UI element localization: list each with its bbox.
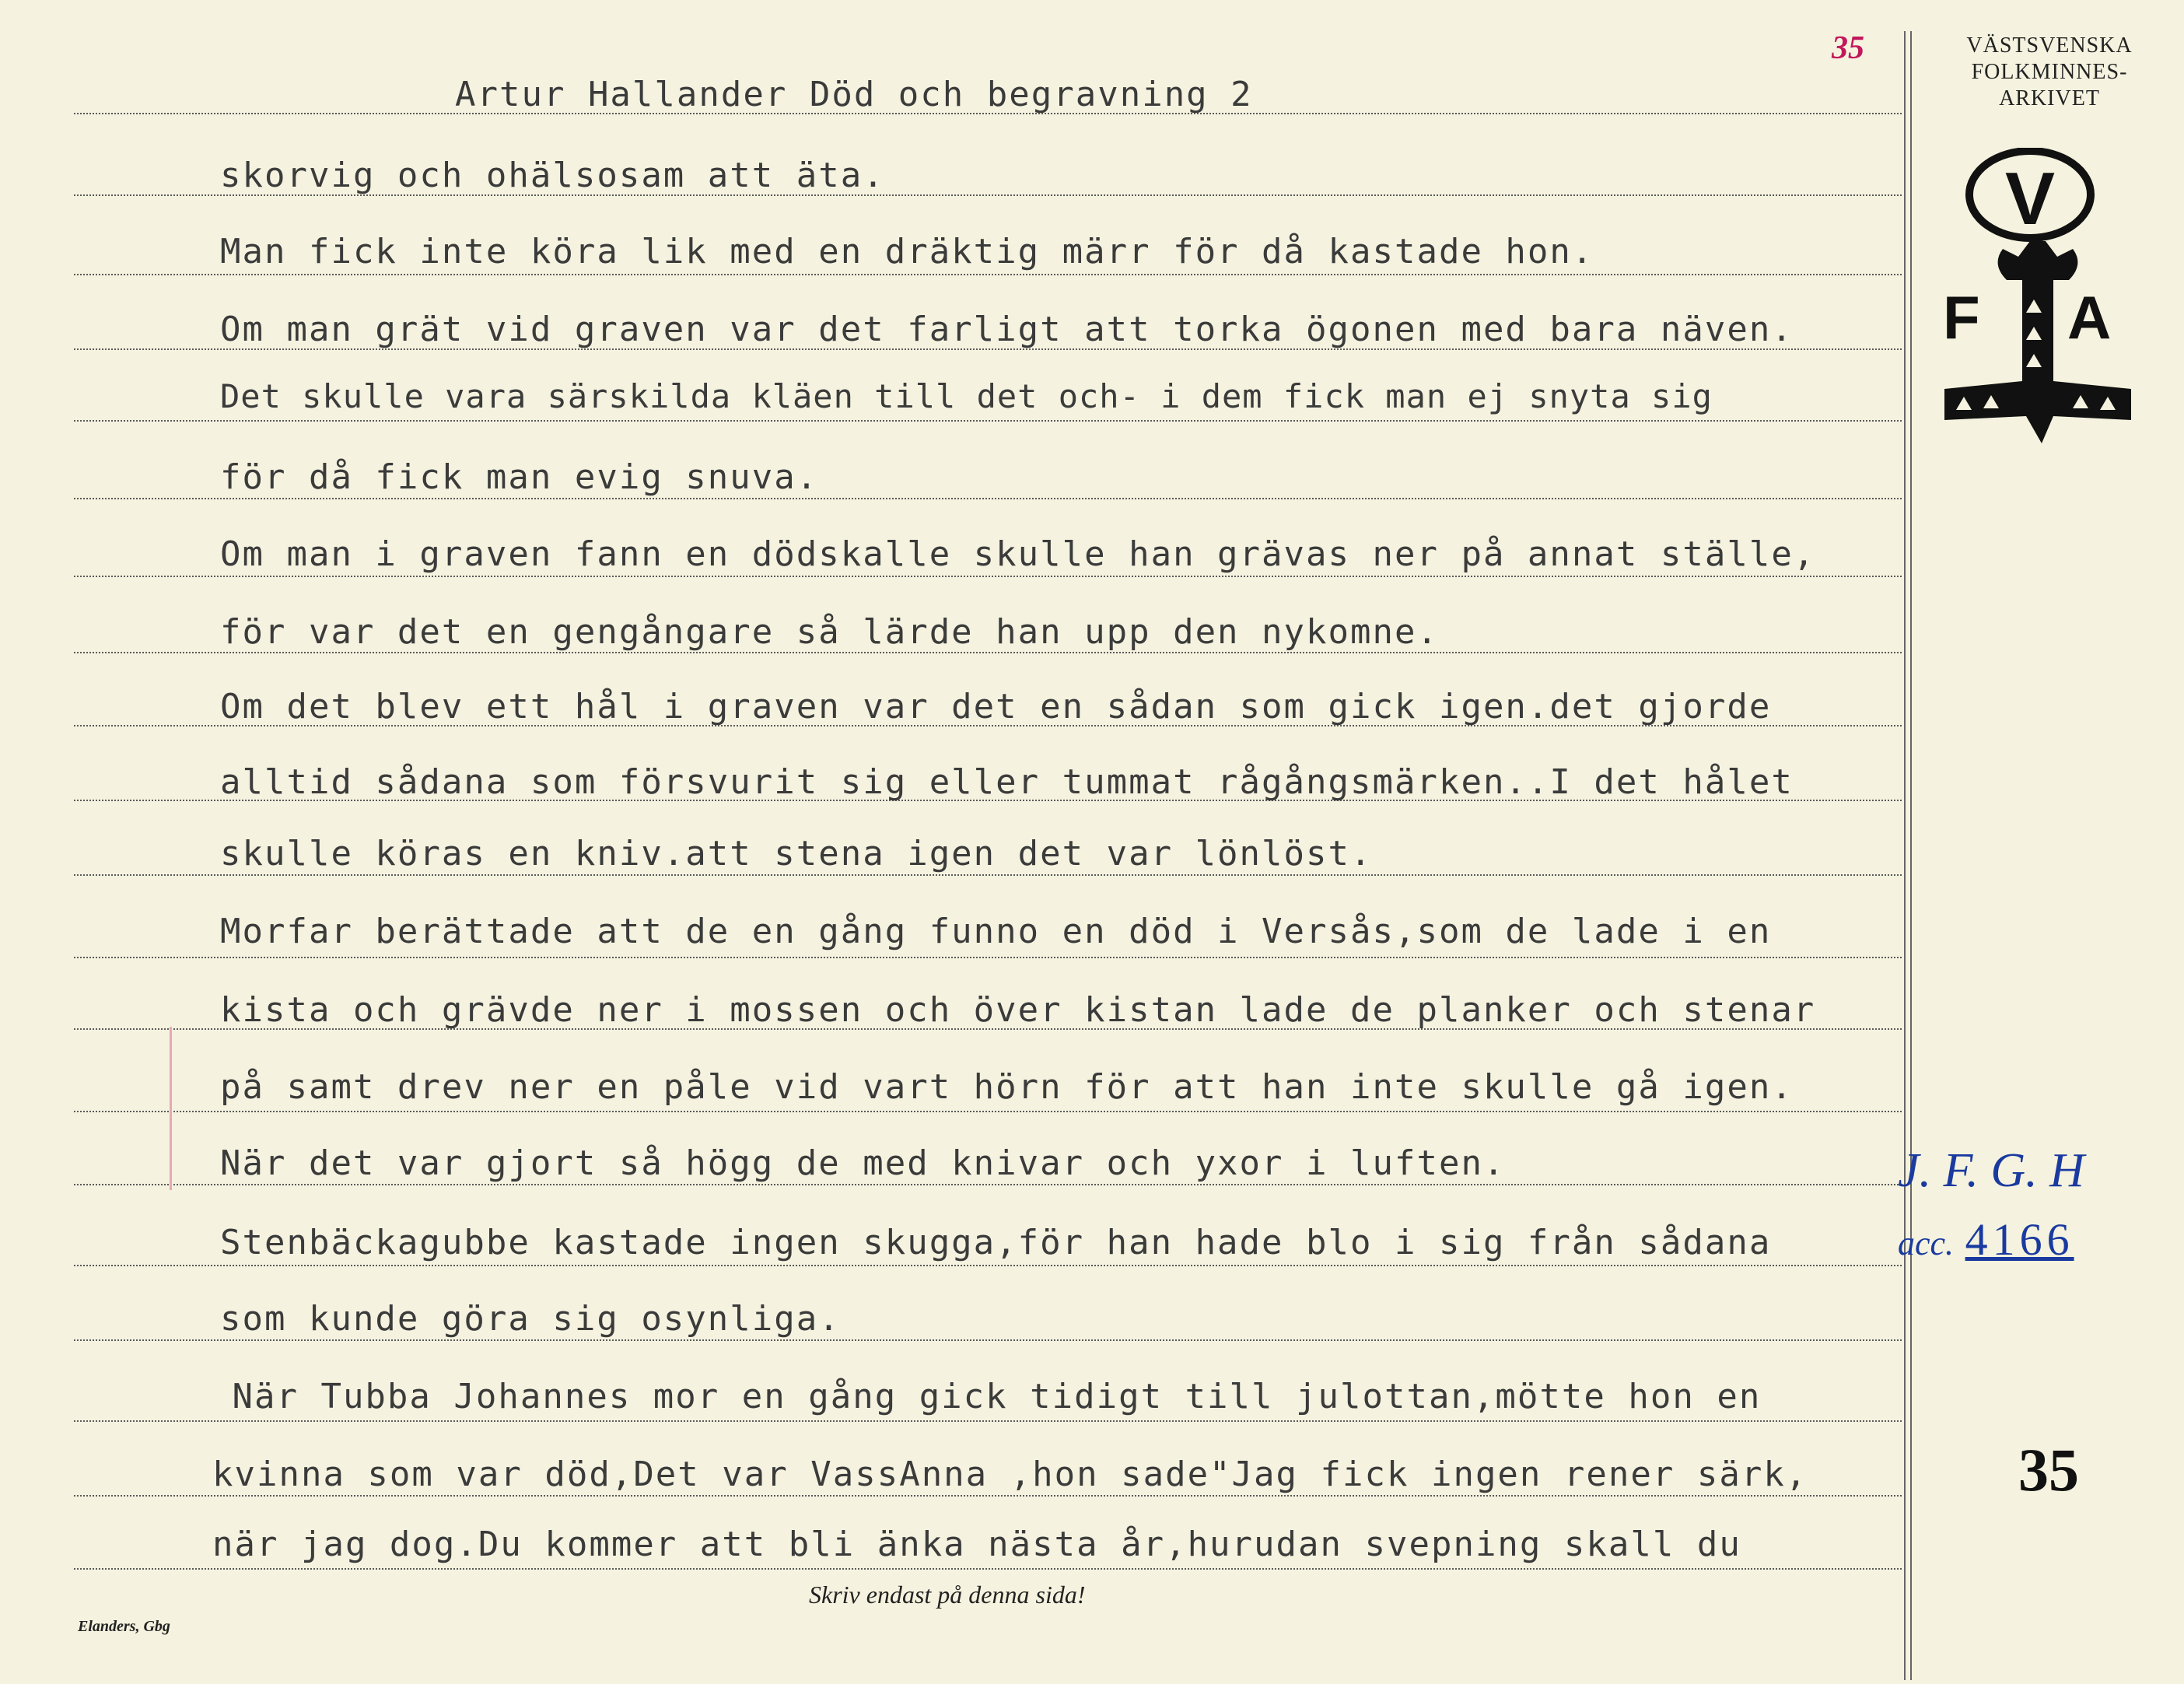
archive-name (1921, 33, 2178, 112)
text-line: kista och grävde ner i mossen och över kistan lade de planker och stenar (220, 990, 1816, 1030)
ruled-line (74, 1184, 1902, 1185)
text-line: skorvig och ohälsosam att äta. (220, 156, 885, 195)
text-line: Om man i graven fann en dödskalle skulle han grävas ner på annat ställe, (220, 534, 1816, 574)
text-line: när jag dog.Du kommer att bli änka nästa år,hurudan svepning skall du (212, 1525, 1741, 1564)
text-line: kvinna som var död,Det var VassAnna ,hon sade"Jag fick ingen rener särk, (212, 1455, 1808, 1494)
archive-name-line: ARKIVET (1999, 86, 2100, 110)
ruled-line (74, 576, 1902, 577)
text-line: När Tubba Johannes mor en gång gick tidigt till julottan,mötte hon en (210, 1377, 1762, 1416)
text-line: Man fick inte köra lik med en dräktig märr för då kastade hon. (220, 232, 1594, 271)
ruled-line (74, 1568, 1902, 1570)
ruled-line (74, 1265, 1902, 1266)
ruled-line (74, 1495, 1902, 1497)
accession-prefix: acc. (1898, 1224, 1955, 1262)
logo-letter: A (2067, 283, 2112, 352)
ruled-line (74, 1111, 1902, 1112)
ruled-line (74, 420, 1902, 422)
ruled-line (74, 274, 1902, 275)
text-line: När det var gjort så högg de med knivar och yxor i luften. (220, 1143, 1506, 1183)
archive-name-line: FOLKMINNES- (1971, 60, 2128, 84)
printer-mark: Elanders, Gbg (78, 1618, 170, 1635)
ruled-line (74, 1339, 1902, 1341)
stamp-number: 35 (1832, 30, 1864, 66)
footer-instruction: Skriv endast på denna sida! (809, 1581, 1086, 1609)
document-title: Artur Hallander Död och begravning 2 (455, 75, 1253, 114)
ruled-line (74, 498, 1902, 499)
logo-letter: V (2004, 157, 2056, 240)
text-line: skulle köras en kniv.att stena igen det var lönlöst. (220, 834, 1373, 874)
text-line: Det skulle vara särskilda kläen till det och- i dem fick man ej snyta sig (220, 377, 1713, 415)
logo-letter: F (1943, 283, 1980, 352)
accession-number: 4166 (1965, 1214, 2074, 1265)
ruled-line (74, 652, 1902, 653)
text-line: Om det blev ett hål i graven var det en sådan som gick igen.det gjorde (220, 687, 1772, 726)
column-divider (1904, 31, 1906, 1680)
column-divider (1910, 31, 1912, 1680)
text-line: för var det en gengångare så lärde han upp den nykomne. (220, 612, 1439, 652)
text-line: för då fick man evig snuva. (220, 457, 819, 497)
page-number: 35 (2018, 1436, 2079, 1504)
margin-mark (170, 1027, 172, 1190)
text-line: Om man grät vid graven var det farligt att torka ögonen med bara näven. (220, 310, 1794, 349)
ruled-line (74, 957, 1902, 958)
text-line: Stenbäckagubbe kastade ingen skugga,för han hade blo i sig från sådana (220, 1223, 1772, 1262)
collector-initials: J. F. G. H (1898, 1144, 2084, 1197)
archive-name-line: VÄSTSVENSKA (1966, 33, 2133, 58)
text-line: Morfar berättade att de en gång funno en död i Versås,som de lade i en (220, 912, 1772, 951)
text-line: som kunde göra sig osynliga. (220, 1299, 841, 1339)
text-line: på samt drev ner en påle vid vart hörn för att han inte skulle gå igen. (220, 1067, 1794, 1107)
accession-label (1898, 1213, 2074, 1266)
text-line: alltid sådana som försvurit sig eller tummat rågångsmärken..I det hålet (220, 762, 1794, 802)
ruled-line (74, 1420, 1902, 1422)
archive-logo-icon (1929, 148, 2131, 459)
ruled-line (74, 874, 1902, 876)
